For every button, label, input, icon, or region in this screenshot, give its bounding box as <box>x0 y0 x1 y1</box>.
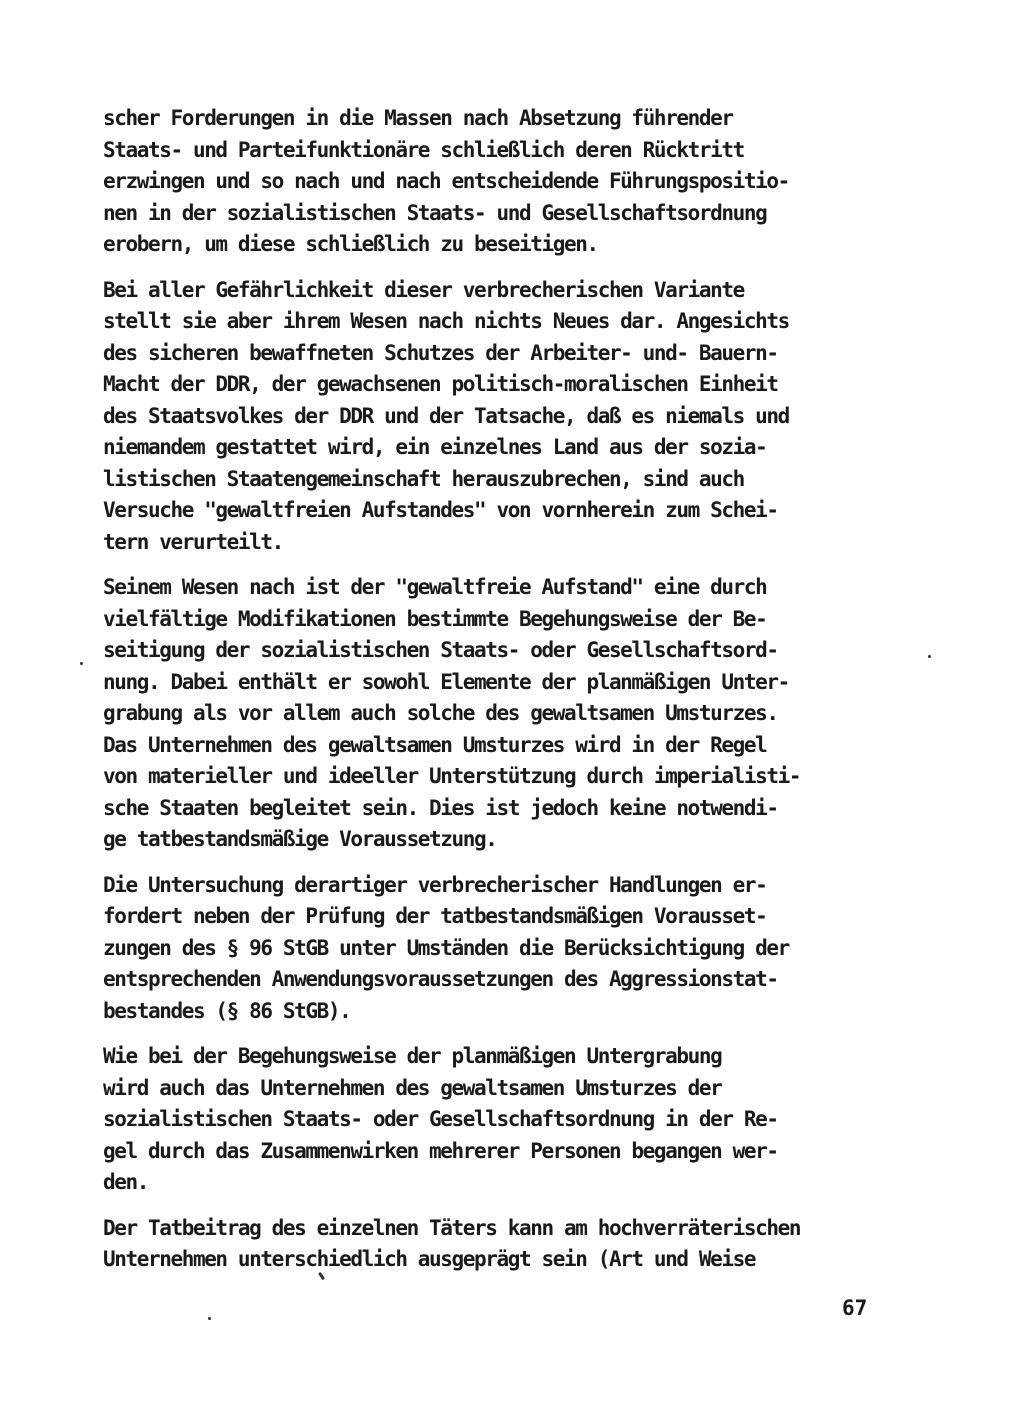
text-line: erzwingen und so nach und nach entscheidende Führungspositio- <box>103 169 789 193</box>
text-line: entsprechenden Anwendungsvoraussetzungen des Aggressionstat- <box>103 967 778 991</box>
paragraph <box>103 275 923 559</box>
text-line: vielfältige Modifikationen bestimmte Begehungsweise der Be- <box>103 606 767 631</box>
text-line: nen in der sozialistischen Staats- und Gesellschaftsordnung <box>103 200 767 225</box>
text-line: stellt sie aber ihrem Wesen nach nichts Neues dar. Angesichts <box>103 309 789 333</box>
text-line: Seinem Wesen nach ist der "gewaltfreie Aufstand" eine durch <box>103 575 767 599</box>
paragraph <box>103 103 923 261</box>
text-line: des sicheren bewaffneten Schutzes der Arbeiter- und- Bauern- <box>103 340 778 365</box>
scan-speck <box>208 1317 211 1320</box>
text-line: nung. Dabei enthält er sowohl Elemente der planmäßigen Unter- <box>103 669 789 694</box>
text-line: des Staatsvolkes der DDR und der Tatsache, daß es niemals und <box>103 403 789 428</box>
text-line: sozialistischen Staats- oder Gesellschaftsordnung in der Re- <box>103 1107 778 1131</box>
text-line: Versuche "gewaltfreien Aufstandes" von vornherein zum Schei- <box>103 498 778 522</box>
text-line: fordert neben der Prüfung der tatbestandsmäßigen Vorausset- <box>103 904 767 928</box>
text-line: Staats- und Parteifunktionäre schließlich deren Rücktritt <box>103 137 744 162</box>
text-line: sche Staaten begleitet sein. Dies ist jedoch keine notwendi- <box>103 795 778 820</box>
text-line: grabung als vor allem auch solche des gewaltsamen Umsturzes. <box>103 701 778 725</box>
text-line: Bei aller Gefährlichkeit dieser verbrecherischen Variante <box>103 277 744 302</box>
paragraph <box>103 572 923 856</box>
scan-speck <box>928 655 931 658</box>
text-line: Wie bei der Begehungsweise der planmäßigen Untergrabung <box>103 1044 722 1068</box>
text-line: zungen des § 96 StGB unter Umständen die Berücksichtigung der <box>103 935 789 960</box>
text-line: listischen Staatengemeinschaft herauszubrechen, sind auch <box>103 466 744 491</box>
body-text <box>103 103 923 1290</box>
text-line: den. <box>103 1170 148 1194</box>
text-line: von materieller und ideeller Unterstützung durch imperialisti- <box>103 764 801 788</box>
paragraph <box>103 870 923 1028</box>
text-line: seitigung der sozialistischen Staats- oder Gesellschaftsord- <box>103 638 778 662</box>
scan-speck <box>80 662 83 665</box>
text-line: Macht der DDR, der gewachsenen politisch-moralischen Einheit <box>103 372 778 396</box>
text-line: Die Untersuchung derartiger verbrecherischer Handlungen er- <box>103 872 767 897</box>
text-line: wird auch das Unternehmen des gewaltsamen Umsturzes der <box>103 1075 722 1100</box>
text-line: Das Unternehmen des gewaltsamen Umsturzes wird in der Regel <box>103 732 767 757</box>
text-line: erobern, um diese schließlich zu beseitigen. <box>103 232 598 256</box>
text-line: tern verurteilt. <box>103 529 283 554</box>
page-number: 67 <box>842 1296 868 1320</box>
text-line: gel durch das Zusammenwirken mehrerer Personen begangen wer- <box>103 1138 778 1163</box>
paragraph <box>103 1041 923 1199</box>
text-line: bestandes (§ 86 StGB). <box>103 998 351 1023</box>
text-line: ge tatbestandsmäßige Voraussetzung. <box>103 827 497 851</box>
text-line: Unternehmen unterschiedlich ausgeprägt sein (Art und Weise <box>103 1247 756 1271</box>
text-line: scher Forderungen in die Massen nach Absetzung führender <box>103 106 733 130</box>
text-line: Der Tatbeitrag des einzelnen Täters kann am hochverräterischen <box>103 1215 801 1240</box>
text-line: niemandem gestattet wird, ein einzelnes Land aus der sozia- <box>103 435 767 459</box>
paragraph <box>103 1213 923 1276</box>
